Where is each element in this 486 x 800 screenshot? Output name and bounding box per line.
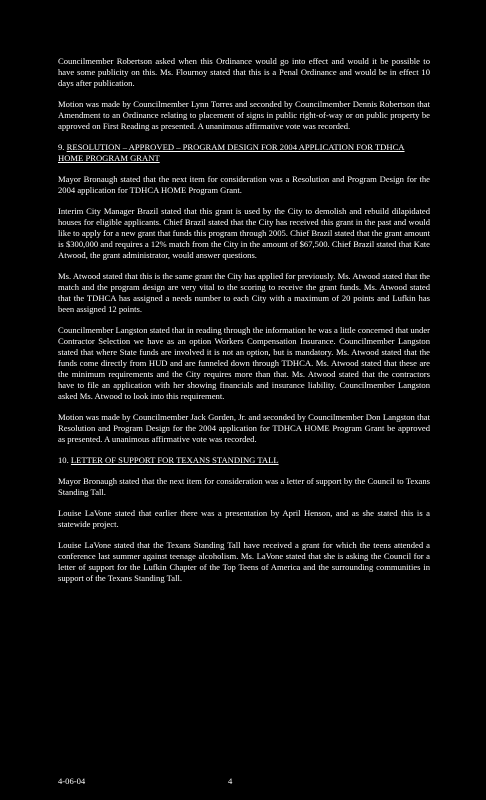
paragraph-langston-insurance: Councilmember Langston stated that in reading through the information he was a little concerned that under Contractor Selection we have as an option Workers Compensation Insurance. Councilmember Langston stated that where State funds are involved it is not an option, but is mandatory. Ms. Atwood stated that the funds come directly from HUD and are funneled down through TDHCA. Ms. Atwood stated that these are the minimum requirements and the City requires more than that. Ms. Atwood stated that the contractors have to file an application with her showing financials and insurance liability. Councilmember Langston asked Ms. Atwood to look into this requirement. <box>58 325 430 401</box>
page-number: 4 <box>228 776 233 786</box>
section-number: 10. <box>58 455 69 465</box>
paragraph-brazil-grant: Interim City Manager Brazil stated that this grant is used by the City to demolish and rebuild dilapidated houses for eligible applicants. Chief Brazil stated that the City has received this grant in the past and would like to apply for a new grant that funds this program through 2005. Chief Brazil stated that the grant amount is $300,000 and requires a 12% match from the City in the amount of $67,500. Chief Brazil stated that Kate Atwood, the grant administrator, would answer questions. <box>58 206 430 260</box>
section-title: LETTER OF SUPPORT FOR TEXANS STANDING TALL <box>70 455 279 465</box>
document-page <box>58 56 430 594</box>
section-number: 9. <box>58 142 65 152</box>
paragraph-mayor-letter: Mayor Bronaugh stated that the next item for consideration was a letter of support by the Council to Texans Standing Tall. <box>58 476 430 497</box>
paragraph-lavone-support: Louise LaVone stated that the Texans Standing Tall have received a grant for which the teens attended a conference last summer against teenage alcoholism. Ms. LaVone stated that she is asking the Council for a letter of support for the Lufkin Chapter of the Top Teens of America and the surrounding communities in support of the Texans Standing Tall. <box>58 540 430 583</box>
footer-date: 4-06-04 <box>58 776 86 786</box>
section-heading-9 <box>58 142 430 164</box>
paragraph-motion-signs: Motion was made by Councilmember Lynn Torres and seconded by Councilmember Dennis Robertson that Amendment to an Ordinance relating to placement of signs in public right-of-way or on public property be approved on First Reading as presented. A unanimous affirmative vote was recorded. <box>58 99 430 131</box>
paragraph-mayor-resolution: Mayor Bronaugh stated that the next item for consideration was a Resolution and Program Design for the 2004 application for TDHCA HOME Program Grant. <box>58 174 430 195</box>
paragraph-atwood-grant: Ms. Atwood stated that this is the same grant the City has applied for previously. Ms. Atwood stated that the match and the program design are very vital to the scoring to receive the grant funds. Ms. Atwood stated that the TDHCA has assigned a needs number to each City with a maximum of 20 points and Lufkin has been assigned 12 points. <box>58 271 430 314</box>
paragraph-lavone-presentation: Louise LaVone stated that earlier there was a presentation by April Henson, and as she stated this is a statewide project. <box>58 508 430 529</box>
section-title: RESOLUTION – APPROVED – PROGRAM DESIGN FOR 2004 APPLICATION FOR TDHCA HOME PROGRAM GRANT <box>58 142 405 163</box>
paragraph-motion-grant: Motion was made by Councilmember Jack Gorden, Jr. and seconded by Councilmember Don Langston that Resolution and Program Design for the 2004 application for TDHCA HOME Program Grant be approved as presented. A unanimous affirmative vote was recorded. <box>58 412 430 444</box>
paragraph-robertson-question: Councilmember Robertson asked when this Ordinance would go into effect and would it be possible to have some publicity on this. Ms. Flournoy stated that this is a Penal Ordinance and would be in effect 10 days after publication. <box>58 56 430 88</box>
section-heading-10 <box>58 455 430 466</box>
